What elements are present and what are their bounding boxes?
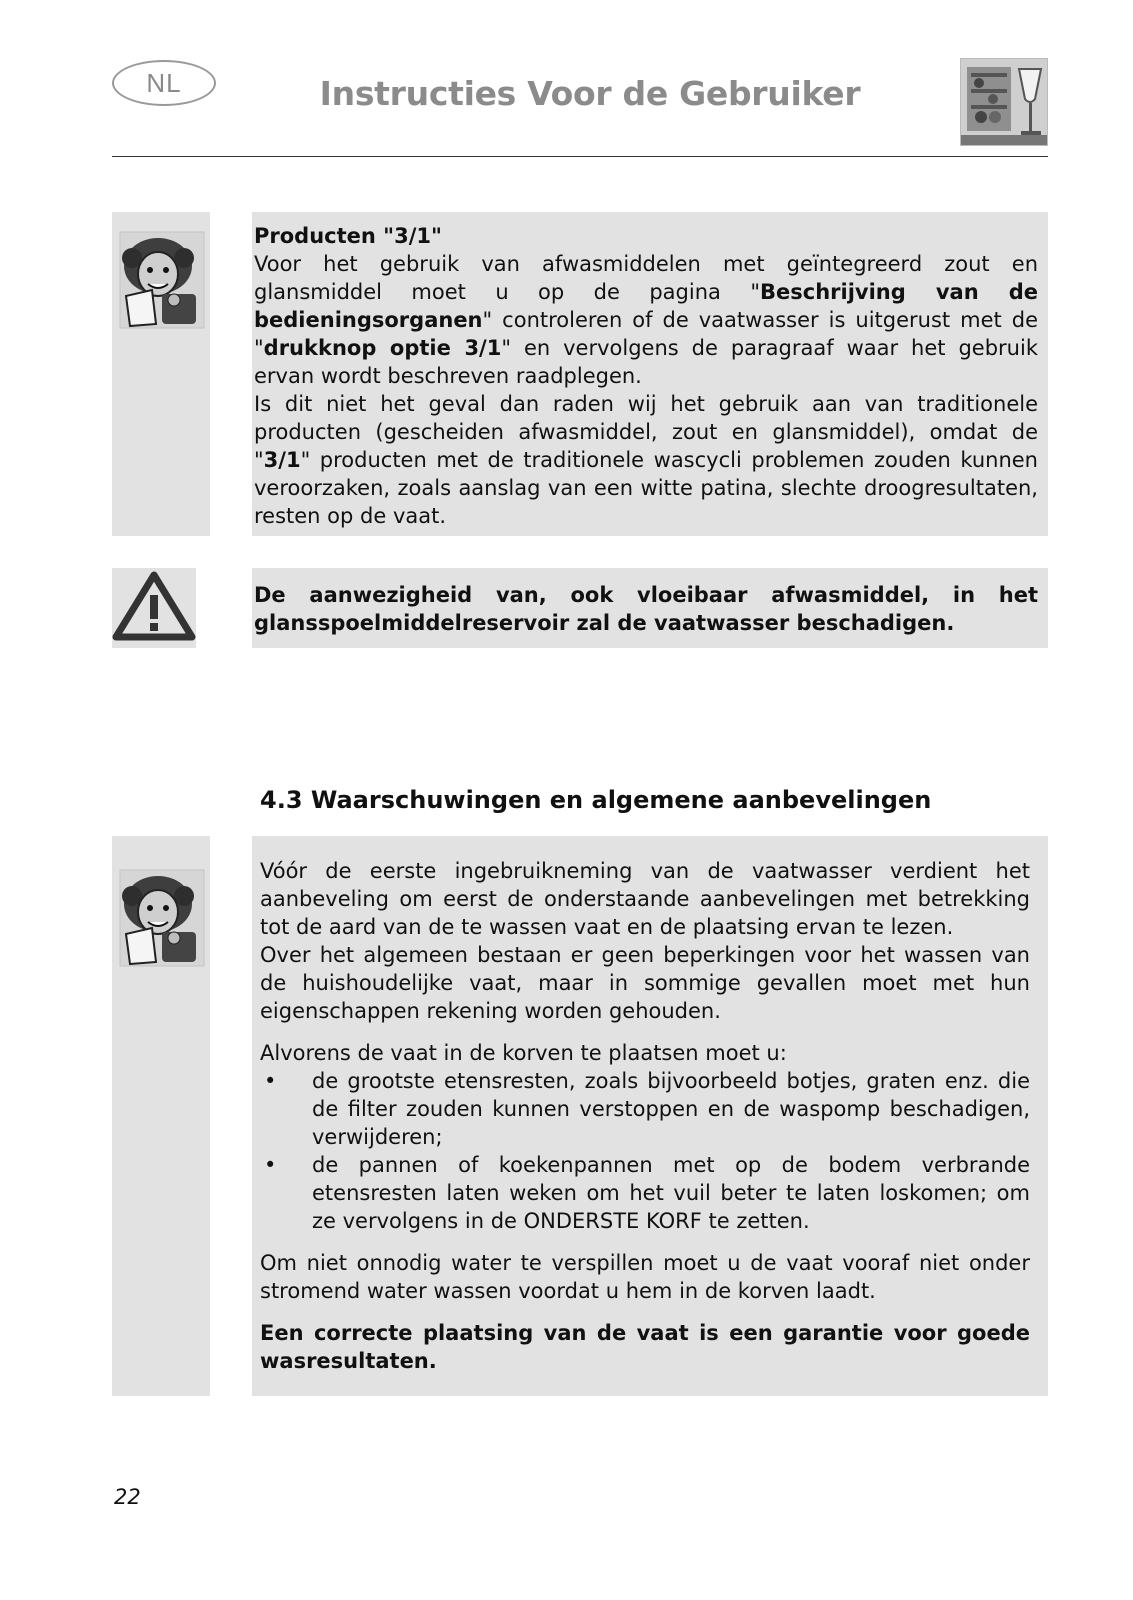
tips-cartoon-icon xyxy=(112,230,210,536)
bold-reference-controls: Beschrijving van de bedieningsorganen xyxy=(254,280,1038,332)
section-heading: 4.3 Waarschuwingen en algemene aanbevelingen xyxy=(260,786,932,814)
bullet-icon: • xyxy=(264,1153,277,1177)
recommendation-paragraph-5: Een correcte plaatsing van de vaat is een garantie voor goede wasresultaten. xyxy=(260,1321,1030,1373)
products-3-1-panel xyxy=(252,212,1048,536)
products-paragraph-1: Voor het gebruik van afwasmiddelen met geïntegreerd zout en glansmiddel moet u op de pagina "Beschrijving van de bedieningsorganen" controleren of de vaatwasser is uitgerust met de "drukknop optie 3/1" en vervolgens de paragraaf waar het gebruik ervan wordt beschreven raadplegen. xyxy=(254,252,1038,388)
list-item-text: de grootste etensresten, zoals bijvoorbeeld botjes, graten enz. die de filter zouden kunnen verstoppen en de waspomp beschadigen, verwijderen; xyxy=(312,1069,1030,1149)
products-paragraph-2: Is dit niet het geval dan raden wij het gebruik aan van traditionele producten (gescheiden afwasmiddel, zout en glansmiddel), omdat de "3/1" producten met de traditionele wascycli problemen zouden kunnen veroorzaken, zoals aanslag van een witte patina, slechte droogresultaten, resten op de vaat. xyxy=(254,392,1038,528)
products-title: Producten "3/1" xyxy=(254,224,442,248)
warning-panel xyxy=(252,568,1048,648)
warning-text: De aanwezigheid van, ook vloeibaar afwasmiddel, in het glansspoelmiddelreservoir zal de vaatwasser beschadigen. xyxy=(254,583,1038,635)
recommendation-paragraph-3: Alvorens de vaat in de korven te plaatsen moet u: xyxy=(260,1041,787,1065)
page-number: 22 xyxy=(114,1485,141,1509)
recommendation-paragraph-4: Om niet onnodig water te verspillen moet u de vaat vooraf niet onder stromend water wassen voordat u hem in de korven laadt. xyxy=(260,1251,1030,1303)
recommendation-list xyxy=(260,1067,1030,1235)
recommendation-paragraph-1: Vóór de eerste ingebruikneming van de vaatwasser verdient het aanbeveling om eerst de onderstaande aanbevelingen met betrekking tot de aard van de te wassen vaat en de plaatsing ervan te lezen. xyxy=(260,859,1030,939)
language-badge: NL xyxy=(112,60,216,106)
bullet-icon: • xyxy=(264,1069,277,1093)
list-item xyxy=(260,1151,1030,1235)
dishwasher-glasses-icon xyxy=(960,58,1048,146)
tips-cartoon-icon xyxy=(112,868,210,1396)
bold-3-1: 3/1 xyxy=(263,448,301,472)
recommendation-paragraph-2: Over het algemeen bestaan er geen beperkingen voor het wassen van de huishoudelijke vaat, maar in sommige gevallen moet met hun eigenschappen rekening worden gehouden. xyxy=(260,943,1030,1023)
tips-icon-panel-2 xyxy=(112,836,210,1396)
bold-reference-button: drukknop optie 3/1 xyxy=(263,336,502,360)
recommendations-panel xyxy=(252,836,1048,1396)
warning-triangle-icon xyxy=(112,571,196,645)
list-item-text: de pannen of koekenpannen met op de bodem verbrande etensresten laten weken om het vuil beter te laten loskomen; om ze vervolgens in de ONDERSTE KORF te zetten. xyxy=(312,1153,1030,1233)
tips-icon-panel xyxy=(112,212,210,536)
warning-icon-panel xyxy=(112,568,196,648)
list-item xyxy=(260,1067,1030,1151)
page-title: Instructies Voor de Gebruiker xyxy=(319,74,861,113)
header-divider xyxy=(112,156,1048,157)
